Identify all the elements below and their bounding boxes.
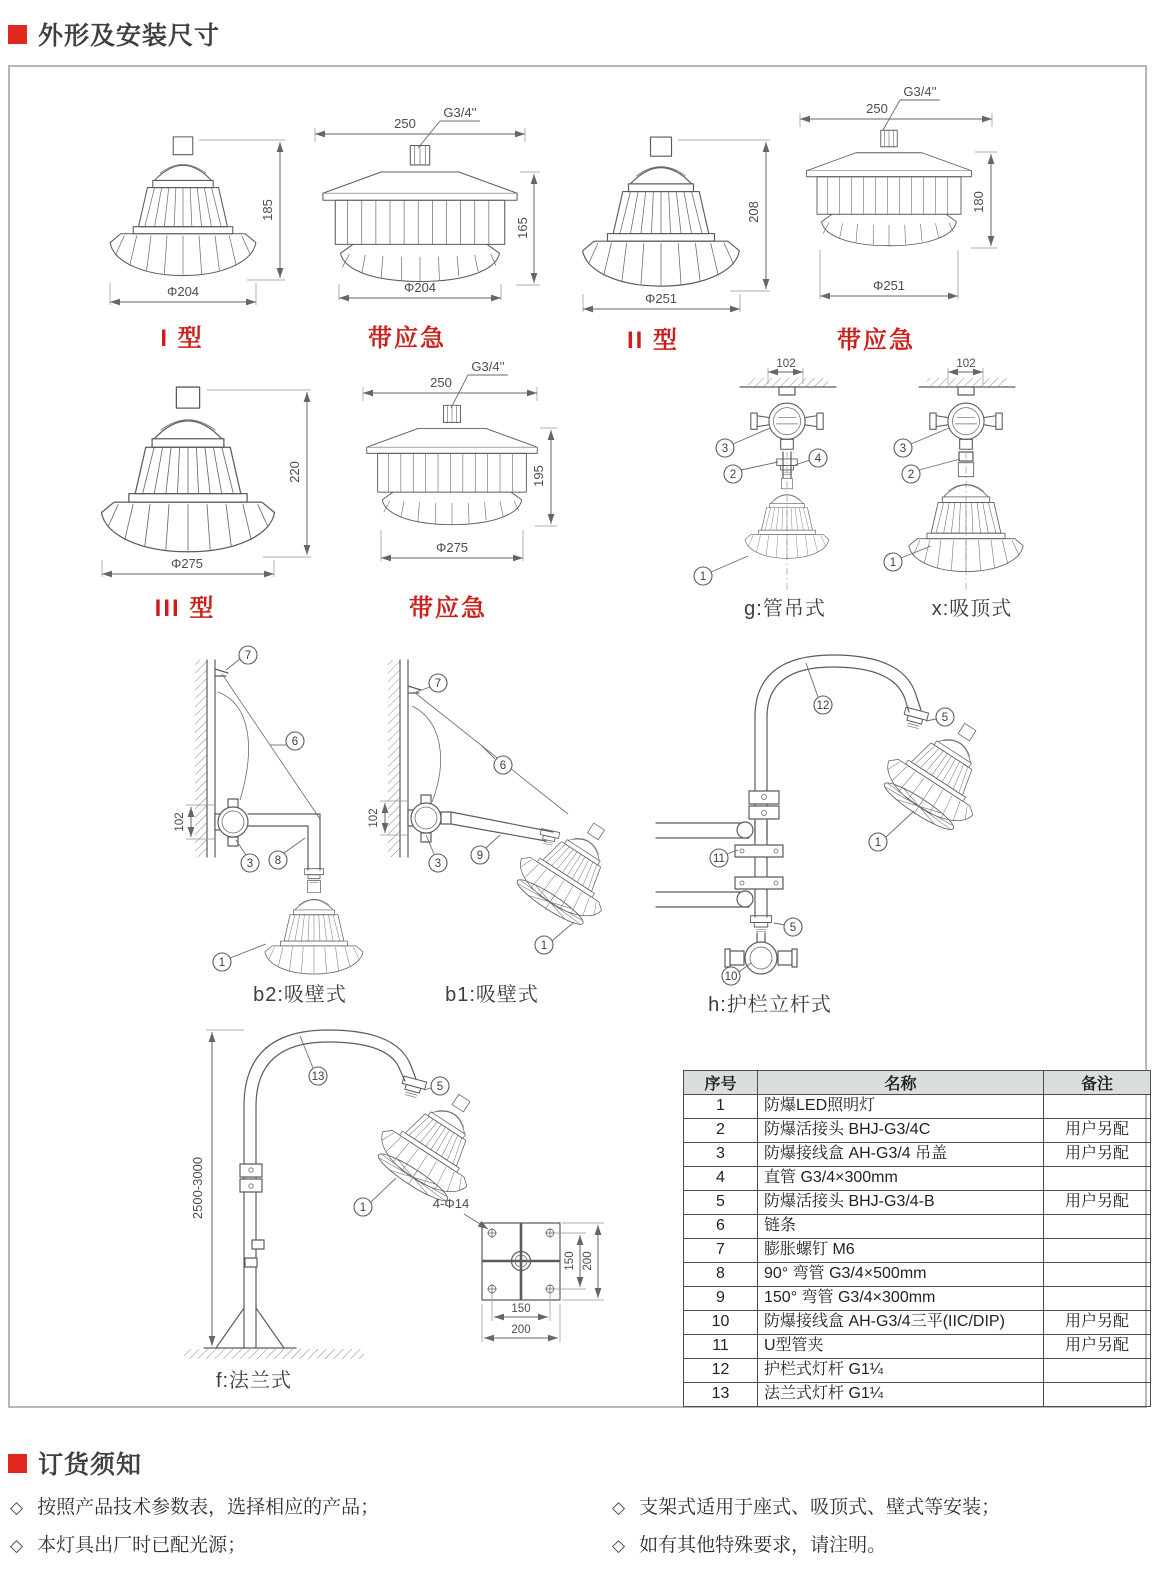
svg-text:Φ204: Φ204 [166,284,200,299]
part-note: 用户另配 [1044,1143,1151,1167]
callout-1 [884,546,931,571]
gooseneck-inner [767,667,909,840]
part-no: 5 [684,1191,758,1215]
section-header-dimensions [8,16,220,52]
svg-text:7: 7 [244,650,252,662]
table-row [684,1167,1151,1191]
svg-text:220: 220 [287,461,302,483]
lamp-emergency-view [367,405,538,524]
svg-text:3: 3 [721,443,729,455]
diameter-dimension [110,283,256,305]
svg-text:11: 11 [713,853,725,865]
height-dimension [971,152,997,248]
caption-guardrail-pole: h:护栏立杆式 [708,994,832,1016]
part-note [1044,1287,1151,1311]
diameter-dimension [381,530,523,561]
svg-text:1: 1 [889,557,897,569]
part-name: 防爆接线盒 AH-G3/4三平(IIC/DIP) [758,1311,1044,1335]
pole-height-dimension [190,1030,244,1348]
caption-wall-mount-b2: b2:吸壁式 [253,984,347,1006]
fig-wall-mount-b1-drawing [368,642,638,977]
caption-pipe-pendant: g:管吊式 [744,598,826,620]
hole-label: 4-Φ14 [432,1196,470,1211]
inclined-arm [451,812,553,841]
fig-guardrail-pole-drawing [648,645,1013,995]
chain [222,674,320,819]
part-note [1044,1215,1151,1239]
fig-type3-emergency-drawing [355,358,615,613]
part-name: 链条 [758,1215,1044,1239]
fig-wall-mount-b2-drawing [158,642,373,984]
part-name: 膨胀螺钉 M6 [758,1239,1044,1263]
width-dimension [800,101,992,127]
part-no: 11 [684,1335,758,1359]
svg-text:195: 195 [531,465,546,487]
junction-box [408,795,451,842]
svg-text:5: 5 [941,712,949,724]
callout-8 [269,838,305,869]
callout-3 [894,428,949,457]
note-item [10,1530,246,1557]
table-row [684,1359,1151,1383]
col-header-no: 序号 [684,1071,758,1095]
height-dimension [207,390,311,557]
svg-text:2: 2 [729,469,737,481]
svg-text:102: 102 [956,358,976,370]
diameter-dimension [820,250,958,299]
caption-type1-emergency: 带应急 [368,325,446,352]
callout-1 [694,556,748,585]
lamp [265,881,363,974]
callout-3 [236,840,259,872]
svg-text:208: 208 [746,201,761,223]
fig-type1-emergency-drawing [300,98,540,348]
svg-text:2500-3000: 2500-3000 [190,1156,205,1220]
diamond-icon: ◇ [10,1498,24,1517]
svg-text:102: 102 [368,808,380,828]
junction-box [215,799,248,846]
part-note [1044,1095,1151,1119]
part-no: 9 [684,1287,758,1311]
svg-text:8: 8 [274,855,282,867]
lamp-front-view [110,137,256,276]
table-row [684,1215,1151,1239]
svg-text:5: 5 [789,922,797,934]
lamp-tilted [506,801,638,935]
offset-dimension [174,805,215,839]
svg-text:200: 200 [511,1324,531,1336]
table-row [684,1383,1151,1407]
height-dimension [515,172,540,285]
caption-ceiling-mount: x:吸顶式 [931,598,1013,620]
callout-7 [226,646,257,670]
svg-text:200: 200 [582,1251,594,1271]
cable [412,706,441,802]
table-row [684,1119,1151,1143]
width-dimension [315,116,525,142]
part-name: 防爆接线盒 AH-G3/4 吊盖 [758,1143,1044,1167]
cable [218,692,249,800]
note-item [612,1492,1000,1519]
caption-type3: III 型 [154,595,216,622]
diamond-icon: ◇ [612,1498,626,1517]
fig-flange-pole-drawing [148,1018,618,1370]
diamond-icon: ◇ [10,1536,24,1555]
union-fitting [400,1076,427,1099]
note-text: 本灯具出厂时已配光源； [37,1535,247,1556]
part-note [1044,1383,1151,1407]
svg-text:1: 1 [359,1202,367,1214]
svg-text:7: 7 [434,678,442,690]
svg-text:13: 13 [311,1071,325,1083]
svg-text:6: 6 [499,760,507,772]
svg-text:102: 102 [776,358,796,370]
part-name: 护栏式灯杆 G1¼ [758,1359,1044,1383]
table-row [684,1335,1151,1359]
ground-hatch [184,1349,364,1359]
table-row [684,1143,1151,1167]
thread-label: G3/4'' [471,359,505,374]
junction-box [930,403,1002,449]
part-no: 13 [684,1383,758,1407]
fig-type2-drawing [570,122,785,347]
callout-5-bottom [774,918,802,936]
callout-13 [300,1036,327,1085]
section-title: 订货须知 [38,1451,143,1479]
caption-type1: I 型 [160,325,204,352]
svg-text:Φ251: Φ251 [872,278,906,293]
callout-6 [481,745,512,774]
thread-label: G3/4'' [443,105,477,120]
svg-text:3: 3 [246,858,254,870]
table-row [684,1239,1151,1263]
base-gussets [204,1308,296,1348]
chain [414,692,568,814]
callout-2 [724,462,778,483]
fig-type3-drawing [85,368,325,613]
part-note: 用户另配 [1044,1191,1151,1215]
section-marker-icon [8,25,27,44]
svg-text:185: 185 [260,199,275,221]
diameter-dimension [339,280,501,300]
note-item [612,1530,886,1557]
part-no: 6 [684,1215,758,1239]
part-name: 直管 G3/4×300mm [758,1167,1044,1191]
table-row [684,1311,1151,1335]
pole-outer [244,1030,416,1348]
part-note: 用户另配 [1044,1335,1151,1359]
part-name: 防爆活接头 BHJ-G3/4C [758,1119,1044,1143]
part-name: U型管夹 [758,1335,1044,1359]
svg-text:10: 10 [724,971,738,983]
thread-label: G3/4'' [903,84,937,99]
caption-type2: II 型 [626,327,680,354]
part-no: 8 [684,1263,758,1287]
svg-text:1: 1 [699,571,707,583]
note-text: 如有其他特殊要求，请注明。 [639,1535,887,1556]
svg-text:102: 102 [174,812,186,832]
lamp-emergency-view [323,146,517,282]
callout-1 [213,944,266,971]
fig-type1-drawing [95,120,295,340]
u-clamps [735,845,783,889]
callout-12 [806,663,832,714]
lamp-front-view [101,387,274,552]
part-no: 10 [684,1311,758,1335]
svg-text:12: 12 [816,700,830,712]
part-no: 2 [684,1119,758,1143]
diamond-icon: ◇ [612,1536,626,1555]
svg-text:6: 6 [291,736,299,748]
svg-text:250: 250 [430,375,452,390]
callout-4 [795,449,827,467]
lamp [909,463,1023,572]
caption-flange-pole: f:法兰式 [215,1370,293,1392]
note-text: 支架式适用于座式、吸顶式、壁式等安装； [639,1497,1001,1518]
part-no: 3 [684,1143,758,1167]
table-row [684,1191,1151,1215]
table-row [684,1263,1151,1287]
fig-ceiling-mount-drawing [865,358,1055,603]
pole [755,821,767,917]
flange-plate-detail [433,1196,604,1342]
diameter-dimension [583,291,740,312]
callout-5 [424,1077,449,1095]
width-dimension [363,375,537,401]
callout-2 [902,459,960,483]
ceiling-hatch [748,378,828,387]
svg-text:9: 9 [476,850,484,862]
svg-text:250: 250 [394,116,416,131]
svg-text:180: 180 [971,191,986,213]
table-header-row [684,1071,1151,1095]
wall [400,660,408,857]
lamp-emergency-view [807,130,972,246]
table-row [684,1287,1151,1311]
part-name: 防爆LED照明灯 [758,1095,1044,1119]
height-dimension [678,140,770,291]
part-no: 7 [684,1239,758,1263]
svg-text:4: 4 [814,453,822,465]
svg-text:1: 1 [540,940,548,952]
section-marker-icon [8,1454,27,1473]
callout-1 [354,1178,396,1216]
part-no: 4 [684,1167,758,1191]
col-header-name: 名称 [758,1071,1044,1095]
svg-text:165: 165 [515,217,530,239]
diameter-dimension [102,556,274,577]
caption-type2-emergency: 带应急 [837,327,915,354]
part-note: 用户另配 [1044,1119,1151,1143]
pole-coupler [240,1164,262,1192]
guardrails [656,823,749,907]
wall-hatch [388,660,400,857]
callout-5-top [926,708,954,726]
part-name: 150° 弯管 G3/4×300mm [758,1287,1044,1311]
part-no: 1 [684,1095,758,1119]
part-name: 90° 弯管 G3/4×500mm [758,1263,1044,1287]
part-name: 法兰式灯杆 G1¼ [758,1383,1044,1407]
union-fitting-bottom [751,916,772,932]
table-row [684,1095,1151,1119]
col-header-note: 备注 [1044,1071,1151,1095]
lamp [745,479,829,559]
callout-3 [716,428,770,457]
svg-text:2: 2 [907,469,915,481]
svg-text:5: 5 [436,1081,444,1093]
lamp-front-view [583,137,740,286]
wall-hatch [195,660,207,857]
note-item [10,1492,379,1519]
callout-11 [710,849,738,867]
union-fitting-top [902,707,929,730]
part-note [1044,1167,1151,1191]
pole-coupler [749,791,779,819]
svg-text:Φ251: Φ251 [644,291,678,306]
svg-text:Φ204: Φ204 [403,280,437,295]
junction-box [751,403,823,449]
part-note: 用户另配 [1044,1311,1151,1335]
height-dimension [199,140,285,280]
part-name: 防爆活接头 BHJ-G3/4-B [758,1191,1044,1215]
parts-table [683,1070,1151,1407]
callout-9 [471,835,500,864]
pole-fitting [245,1258,257,1267]
svg-text:Φ275: Φ275 [170,556,204,571]
svg-text:3: 3 [899,443,907,455]
fig-type2-emergency-drawing [785,82,1030,332]
callout-6 [270,732,304,750]
svg-text:1: 1 [874,837,882,849]
svg-text:150: 150 [564,1251,576,1271]
callout-1 [535,922,574,954]
svg-text:250: 250 [866,101,888,116]
ceiling-hatch [927,378,1007,387]
section-title: 外形及安装尺寸 [38,22,221,50]
part-note [1044,1263,1151,1287]
fig-pipe-pendant-drawing [690,358,870,603]
caption-type3-emergency: 带应急 [409,595,487,622]
caption-wall-mount-b1: b1:吸壁式 [445,984,539,1006]
pole-fitting [252,1240,264,1249]
part-no: 12 [684,1359,758,1383]
svg-text:3: 3 [434,858,442,870]
svg-text:Φ275: Φ275 [435,540,469,555]
height-dimension [531,428,557,526]
part-note [1044,1359,1151,1383]
note-text: 按照产品技术参数表，选择相应的产品； [37,1497,380,1518]
callout-1 [869,811,914,851]
pole-inner [256,1042,405,1348]
part-note [1044,1239,1151,1263]
svg-text:1: 1 [218,957,226,969]
svg-text:150: 150 [511,1303,531,1315]
wall [207,660,215,857]
section-header-ordering [8,1445,142,1481]
